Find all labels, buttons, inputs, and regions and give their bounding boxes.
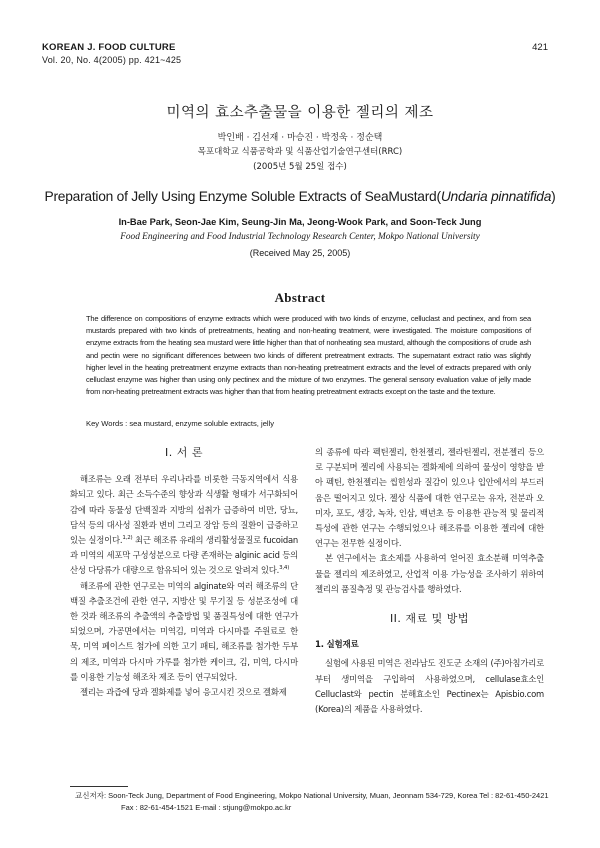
- intro-paragraph-3: 젤리는 과즙에 당과 겔화제를 넣어 응고시킨 것으로 겔화제: [80, 687, 287, 698]
- footnote-divider: [70, 786, 128, 787]
- intro-paragraph-4: 본 연구에서는 효소제를 사용하여 얻어진 효소분해 미역추출물을 젤리의 제조하였고, 산업적 이용 가능성을 조사하기 위하여 젤리의 품질측정 및 관능검사를 행하였다.: [315, 553, 544, 594]
- abstract-body: The difference on compositions of enzyme extracts which were produced with two kinds of enzyme, celluclast and pectinex, and from sea mustards prepared with two kinds of pretreatments, heating and non-heating treatment, were investigated. The moisture compositions of enzyme extracts from the heating sea mustard were little higher than that of nonheating sea mustard, although the compositions of crude ash and pectin were no significant differences between two kinds of different pretreatment extracts. The supernatant extract ratio was slightly higher level in the heating pretreatment enzyme extracts than non-heating pretreatment extracts and the level of extracts prepared with only celluclast enzyme was higher than using only pectinex and the mixture of two enzymes. The general sensory evaluation value of jelly made from non-heating pretreatment extracts was higher than that from heating pretreatment extracts except on the taste and the texture.: [86, 314, 531, 397]
- correspondence-footnote: [75, 790, 549, 814]
- intro-paragraph-2: 해조류에 관한 연구로는 미역의 alginate와 여러 해조류의 단백질 추출조건에 관한 연구, 지방산 및 무기질 등 성분조성에 대한 것과 해조류의 추출액의 추출방법 및 품질특성에 대한 연구가 되었으며, 가공면에서는 미역김, 미역과 다시마를 주원료로 한 묵, 미역 페이스트 첨가에 의한 고기 패티, 해조류를 첨가한 두부의 제조, 미역과 다시마 가루를 첨가한 케이크, 김, 미역, 다시마를 이용한 기능성 해조차 제조 등이 연구되었다.: [70, 580, 298, 682]
- section-heading-introduction: I. 서 론: [165, 446, 203, 459]
- section-heading-methods: II. 재료 및 방법: [389, 612, 470, 626]
- footnote-line-1: 교신저자: Soon-Teck Jung, Department of Food Engineering, Mokpo National University, Muan, Jeonnam 534-729, Korea Tel : 82-61-450-2421: [75, 791, 549, 800]
- english-affiliation: Food Engineering and Food Industrial Technology Research Center, Mokpo National University: [120, 232, 480, 242]
- left-column: [70, 445, 298, 700]
- keywords: Key Words : sea mustard, enzyme soluble extracts, jelly: [86, 419, 275, 428]
- english-title-main: Preparation of Jelly Using Enzyme Soluble Extracts of SeaMustard(: [44, 189, 441, 204]
- korean-affiliation: 목포대학교 식품공학과 및 식품산업기술연구센터(RRC): [197, 147, 403, 157]
- korean-title: 미역의 효소추출물을 이용한 젤리의 제조: [166, 105, 434, 121]
- intro-paragraph-1: 해조류는 오래 전부터 우리나라를 비롯한 극동지역에서 식용화되고 있다. 최근 소득수준의 향상과 식생활 형태가 서구화되어 감에 따라 동물성 단백질과 지방의 섭취가 급증하여 비만, 당뇨, 담석 등의 대사성 질환과 변비 그리고 장암 등의 질환이 급증하고 있는 실정이다.$^{1,2)}$ 최근 해조류 유래의 생리활성물질로 fucoidan과 미역의 세포막 구성성분으로 다량 존재하는 alginic acid 등의 산성 다당류가 대량으로 함유되어 있는 것으로 알려져 있다.$^{3,4)}$: [70, 474, 299, 576]
- journal-volume: Vol. 20, No. 4(2005) pp. 421~425: [42, 55, 182, 65]
- right-column: [315, 445, 544, 717]
- english-title: [0, 189, 600, 204]
- citation: 3,4): [279, 565, 290, 572]
- journal-name: KOREAN J. FOOD CULTURE: [42, 42, 176, 53]
- korean-authors: 박인배 · 김선재 · 마승진 · 박정욱 · 정순택: [217, 133, 383, 143]
- citation: 1,2): [122, 535, 133, 542]
- journal-header: [42, 42, 181, 66]
- page-number: 421: [532, 42, 548, 53]
- english-authors: In-Bae Park, Seon-Jae Kim, Seung-Jin Ma, Jeong-Wook Park, and Soon-Teck Jung: [118, 217, 482, 227]
- species-name: Undaria pinnatifida: [440, 189, 552, 204]
- footnote-line-2: Fax : 82-61-454-1521 E-mail : stjung@mokpo.ac.kr: [121, 803, 292, 812]
- abstract-heading: Abstract: [274, 290, 326, 305]
- materials-paragraph: 실험에 사용된 미역은 전라남도 진도군 소재의 (주)아침가리로부터 생미역을 구입하여 사용하였으며, cellulase효소인 Celluclast와 pectin 분해효소인 Pectinex는 Apisbio.com (Korea)의 제품을 사용하였다.: [315, 658, 544, 715]
- subsection-heading-materials: 1. 실험재료: [315, 640, 359, 651]
- korean-received-date: (2005년 5월 25일 접수): [253, 162, 347, 172]
- english-received: (Received May 25, 2005): [249, 248, 351, 258]
- intro-paragraph-continued: 의 종류에 따라 펙틴젤리, 한천젤리, 젤라틴젤리, 전분젤리 등으로 구분되며 젤리에 사용되는 겔화제에 의하여 물성이 영향을 받아 펙틴, 한천젤리는 씹힌성과 질감이 있으나 입안에서의 부드러움은 떨어지고 있다. 젤상 식품에 대한 연구로는 유자, 전분과 오미자, 포도, 생강, 녹차, 인삼, 백년초 등 이용한 관능적 및 물리적 특성에 관한 연구는 수행되었으나 해조류를 이용한 젤리에 대한 연구는 전무한 실정이다.: [315, 447, 544, 549]
- english-title-end: ): [551, 189, 556, 204]
